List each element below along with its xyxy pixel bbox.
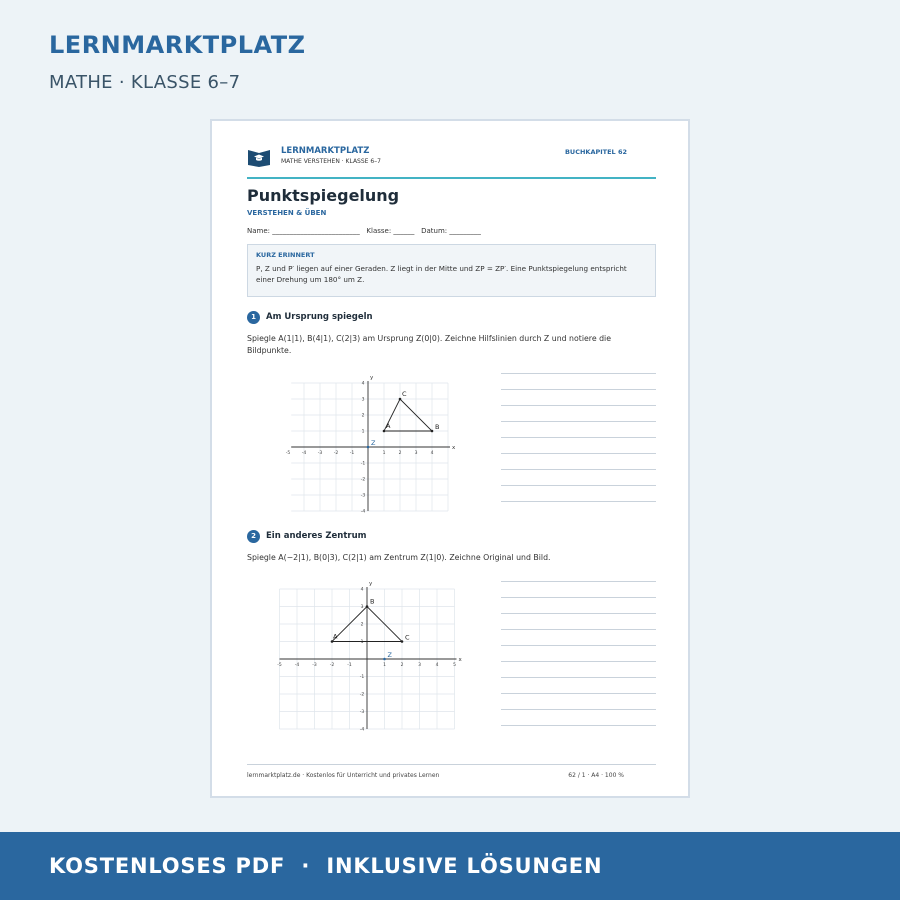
y-tick-label: -2: [359, 692, 365, 698]
x-tick-label: -2: [333, 451, 339, 456]
reminder-box: [247, 244, 656, 297]
x-axis-label: x: [458, 657, 462, 663]
y-tick-label: -3: [359, 710, 365, 715]
point-marker: [331, 640, 334, 643]
x-tick-label: 2: [398, 451, 402, 456]
worksheet-preview: [210, 119, 690, 798]
y-axis-label: y: [370, 375, 374, 381]
reminder-heading: KURZ ERINNERT: [256, 251, 315, 259]
y-tick-label: -4: [359, 727, 365, 733]
banner-text: KOSTENLOSES PDF · INKLUSIVE LÖSUNGEN: [49, 854, 603, 878]
y-axis-label: y: [369, 581, 373, 587]
header-subtitle: MATHE VERSTEHEN · KLASSE 6–7: [281, 158, 382, 165]
header-divider: [247, 177, 656, 179]
y-tick-label: 2: [360, 622, 364, 628]
point-label: B: [370, 597, 375, 606]
header-title: LERNMARKTPLATZ: [281, 146, 370, 156]
point-marker: [399, 398, 402, 401]
x-tick-label: -1: [349, 451, 355, 456]
x-tick-label: -1: [347, 663, 352, 668]
y-tick-label: 2: [361, 413, 365, 419]
footer-divider: [247, 764, 656, 765]
x-tick-label: 1: [382, 451, 386, 456]
brand-title: LERNMARKTPLATZ: [49, 31, 306, 59]
coordinate-plot: [269, 576, 465, 733]
x-tick-label: 3: [418, 663, 421, 668]
x-tick-label: -2: [329, 663, 335, 668]
exercise-number-badge: 1: [247, 311, 260, 324]
exercise-text: Spiegle A(1|1), B(4|1), C(2|3) am Ursprung Z(0|0). Zeichne Hilfslinien durch Z und notiere die Bildpunkte.: [247, 334, 612, 355]
x-axis-label: x: [452, 445, 456, 451]
x-tick-label: -4: [294, 663, 300, 668]
exercise-text: Spiegle A(−2|1), B(0|3), C(2|1) am Zentrum Z(1|0). Zeichne Original und Bild.: [247, 553, 551, 562]
point-marker: [431, 430, 434, 433]
y-tick-label: -3: [360, 493, 366, 499]
point-label: A: [386, 422, 391, 430]
x-tick-label: -5: [285, 451, 291, 456]
name-class-date-fields: Name: _________________________ Klasse: ______ Datum: _________: [247, 227, 481, 235]
worksheet-title: Punktspiegelung: [247, 186, 400, 205]
point-label: B: [435, 423, 440, 431]
point-marker: [383, 430, 386, 433]
x-tick-label: -4: [301, 451, 307, 456]
x-tick-label: 2: [400, 663, 404, 668]
point-marker: [401, 640, 404, 643]
point-label: C: [405, 633, 410, 642]
x-tick-label: 4: [430, 451, 434, 456]
y-tick-label: -4: [360, 509, 366, 515]
y-tick-label: -1: [359, 675, 365, 680]
worksheet-subtitle: VERSTEHEN & ÜBEN: [247, 209, 327, 217]
x-tick-label: -3: [317, 451, 323, 456]
worksheet-content: [247, 145, 656, 785]
coordinate-plot: [277, 367, 457, 515]
footer-text: lernmarktplatz.de · Kostenlos für Unterricht und privates Lernen: [247, 772, 440, 779]
y-tick-label: -1: [360, 461, 366, 467]
center-point-label: Z: [387, 651, 392, 659]
bottom-banner: [0, 832, 900, 900]
y-tick-label: 3: [360, 605, 364, 610]
exercise-title: Am Ursprung spiegeln: [266, 312, 373, 322]
x-tick-label: 1: [383, 663, 386, 668]
exercise-number-badge: 2: [247, 530, 260, 543]
center-point-marker: [367, 446, 370, 449]
point-marker: [366, 605, 369, 608]
page-info: 62 / 1 · A4 · 100 %: [568, 772, 624, 779]
y-tick-label: 1: [361, 429, 365, 435]
x-tick-label: 4: [435, 663, 439, 668]
x-tick-label: 3: [414, 451, 418, 456]
exercise-title: Ein anderes Zentrum: [266, 531, 367, 541]
center-point-label: Z: [371, 439, 376, 447]
x-tick-label: -3: [312, 663, 317, 668]
x-tick-label: -5: [277, 663, 282, 668]
reminder-text: P, Z und P′ liegen auf einer Geraden. Z liegt in der Mitte und ZP = ZP′. Eine Punktspiegelung entspricht einer Drehung um 180° um Z.: [256, 264, 627, 284]
y-tick-label: 4: [361, 381, 365, 387]
point-label: A: [333, 632, 338, 641]
x-tick-label: 5: [453, 663, 456, 668]
center-point-marker: [383, 658, 386, 661]
y-tick-label: 4: [360, 587, 364, 593]
book-logo-icon: [247, 147, 271, 167]
point-label: C: [402, 390, 407, 398]
brand-subtitle: MATHE · KLASSE 6–7: [49, 72, 241, 93]
y-tick-label: -2: [360, 477, 366, 483]
y-tick-label: 3: [361, 397, 365, 403]
chapter-label: BUCHKAPITEL 62: [564, 148, 627, 156]
y-tick-label: 1: [360, 640, 364, 645]
